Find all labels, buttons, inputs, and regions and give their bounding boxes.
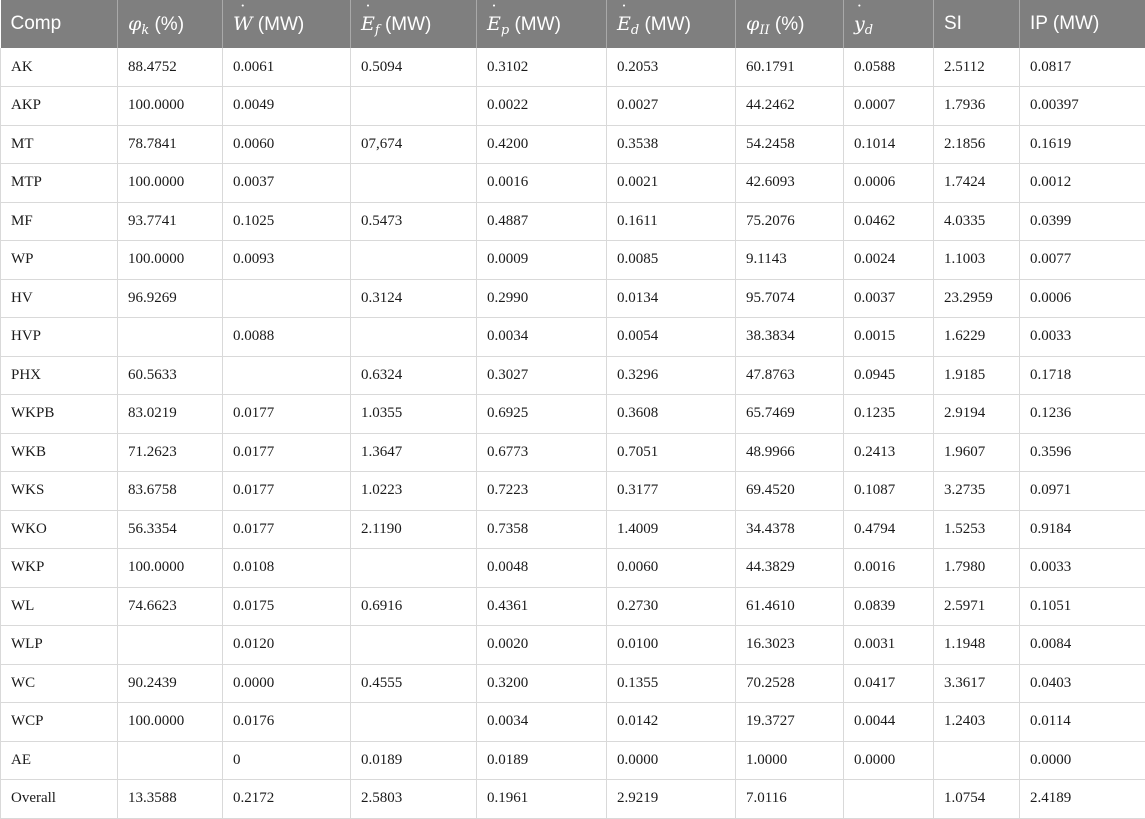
- cell-e_p: 0.0009: [477, 241, 607, 280]
- cell-si: 2.5971: [934, 587, 1020, 626]
- cell-phi_k: [118, 626, 223, 665]
- cell-e_p: 0.0048: [477, 549, 607, 588]
- cell-y_d: 0.1014: [844, 125, 934, 164]
- cell-phi_k: 90.2439: [118, 664, 223, 703]
- cell-phi_k: 88.4752: [118, 48, 223, 87]
- cell-ip: 0.0000: [1020, 741, 1145, 780]
- cell-e_d: 0.7051: [607, 433, 736, 472]
- cell-si: 1.9185: [934, 356, 1020, 395]
- cell-phi_ii: 42.6093: [736, 164, 844, 203]
- cell-e_p: 0.0034: [477, 703, 607, 742]
- cell-y_d: 0.0839: [844, 587, 934, 626]
- cell-y_d: 0.0024: [844, 241, 934, 280]
- cell-e_d: 0.0021: [607, 164, 736, 203]
- cell-e_d: 0.0060: [607, 549, 736, 588]
- cell-e_f: [351, 241, 477, 280]
- cell-si: 3.3617: [934, 664, 1020, 703]
- cell-phi_ii: 61.4610: [736, 587, 844, 626]
- cell-ip: 0.0077: [1020, 241, 1145, 280]
- component-name-cell: WKS: [1, 472, 118, 511]
- column-symbol: ˙ E: [487, 13, 501, 35]
- cell-e_p: 0.6773: [477, 433, 607, 472]
- cell-e_d: 0.0134: [607, 279, 736, 318]
- cell-ip: 0.0033: [1020, 318, 1145, 357]
- column-header-ip: [1020, 0, 1145, 48]
- cell-si: 2.5112: [934, 48, 1020, 87]
- cell-y_d: 0.0417: [844, 664, 934, 703]
- cell-phi_ii: 44.3829: [736, 549, 844, 588]
- cell-phi_k: 13.3588: [118, 780, 223, 819]
- cell-y_d: 0.0015: [844, 318, 934, 357]
- column-unit: (%): [770, 14, 805, 35]
- table-row: [1, 549, 1145, 588]
- column-header-e_p: [477, 0, 607, 48]
- cell-e_d: 0.3177: [607, 472, 736, 511]
- cell-ip: 0.0971: [1020, 472, 1145, 511]
- column-symbol: ˙ E: [361, 13, 375, 35]
- cell-ip: 0.0012: [1020, 164, 1145, 203]
- cell-phi_k: 100.0000: [118, 87, 223, 126]
- table-row: [1, 472, 1145, 511]
- cell-phi_ii: 1.0000: [736, 741, 844, 780]
- cell-phi_ii: 69.4520: [736, 472, 844, 511]
- column-symbol: φ: [746, 13, 759, 35]
- cell-e_f: 2.1190: [351, 510, 477, 549]
- cell-e_f: [351, 318, 477, 357]
- component-name-cell: PHX: [1, 356, 118, 395]
- cell-e_d: 0.3608: [607, 395, 736, 434]
- cell-phi_k: [118, 318, 223, 357]
- cell-e_p: 0.2990: [477, 279, 607, 318]
- cell-phi_ii: 16.3023: [736, 626, 844, 665]
- component-name-cell: WKP: [1, 549, 118, 588]
- cell-e_f: 07,674: [351, 125, 477, 164]
- cell-y_d: 0.0016: [844, 549, 934, 588]
- cell-w_dot: 0.0108: [223, 549, 351, 588]
- cell-y_d: 0.0462: [844, 202, 934, 241]
- cell-e_f: [351, 549, 477, 588]
- cell-si: 1.7424: [934, 164, 1020, 203]
- cell-e_f: [351, 626, 477, 665]
- cell-w_dot: 0.0037: [223, 164, 351, 203]
- component-name-cell: WKPB: [1, 395, 118, 434]
- column-header-phi_k: [118, 0, 223, 48]
- cell-si: 23.2959: [934, 279, 1020, 318]
- table-row: [1, 703, 1145, 742]
- cell-ip: 0.1718: [1020, 356, 1145, 395]
- table-row: [1, 356, 1145, 395]
- column-subscript: k: [141, 23, 149, 38]
- cell-w_dot: 0.1025: [223, 202, 351, 241]
- column-symbol: ˙ y: [854, 13, 865, 35]
- component-name-cell: WKB: [1, 433, 118, 472]
- cell-e_p: 0.3102: [477, 48, 607, 87]
- column-header-e_f: [351, 0, 477, 48]
- cell-y_d: 0.1235: [844, 395, 934, 434]
- cell-e_d: 0.0054: [607, 318, 736, 357]
- column-subscript: II: [759, 23, 769, 38]
- column-symbol: φ: [128, 13, 141, 35]
- cell-phi_ii: 47.8763: [736, 356, 844, 395]
- cell-w_dot: 0.0060: [223, 125, 351, 164]
- component-name-cell: AK: [1, 48, 118, 87]
- cell-si: 1.6229: [934, 318, 1020, 357]
- cell-phi_k: 96.9269: [118, 279, 223, 318]
- cell-si: 1.9607: [934, 433, 1020, 472]
- column-subscript: p: [501, 23, 509, 38]
- column-symbol: SI: [944, 13, 962, 34]
- table-row: [1, 125, 1145, 164]
- cell-phi_k: 74.6623: [118, 587, 223, 626]
- cell-e_f: 1.3647: [351, 433, 477, 472]
- cell-ip: 2.4189: [1020, 780, 1145, 819]
- table-row: [1, 202, 1145, 241]
- cell-si: 2.9194: [934, 395, 1020, 434]
- column-header-w_dot: [223, 0, 351, 48]
- cell-e_d: 0.3296: [607, 356, 736, 395]
- table-row: [1, 318, 1145, 357]
- cell-e_f: [351, 164, 477, 203]
- cell-phi_k: 83.6758: [118, 472, 223, 511]
- cell-phi_k: 100.0000: [118, 164, 223, 203]
- cell-e_p: 0.0020: [477, 626, 607, 665]
- column-subscript: f: [375, 23, 380, 38]
- column-header-comp: [1, 0, 118, 48]
- cell-si: 1.7980: [934, 549, 1020, 588]
- cell-w_dot: [223, 279, 351, 318]
- cell-e_d: 0.0027: [607, 87, 736, 126]
- cell-phi_k: [118, 741, 223, 780]
- cell-e_p: 0.4200: [477, 125, 607, 164]
- cell-w_dot: 0.0061: [223, 48, 351, 87]
- cell-w_dot: 0: [223, 741, 351, 780]
- cell-si: 4.0335: [934, 202, 1020, 241]
- cell-y_d: 0.0945: [844, 356, 934, 395]
- cell-e_d: 0.0000: [607, 741, 736, 780]
- cell-phi_ii: 60.1791: [736, 48, 844, 87]
- cell-y_d: 0.0037: [844, 279, 934, 318]
- cell-phi_k: 60.5633: [118, 356, 223, 395]
- component-name-cell: WLP: [1, 626, 118, 665]
- column-unit: (MW): [639, 14, 691, 35]
- column-symbol: ˙ W: [233, 13, 253, 35]
- cell-si: [934, 741, 1020, 780]
- cell-phi_k: 78.7841: [118, 125, 223, 164]
- cell-ip: 0.0399: [1020, 202, 1145, 241]
- cell-ip: 0.3596: [1020, 433, 1145, 472]
- cell-phi_ii: 70.2528: [736, 664, 844, 703]
- cell-e_d: 1.4009: [607, 510, 736, 549]
- header-row: [1, 0, 1145, 48]
- table-row: [1, 395, 1145, 434]
- cell-y_d: 0.0006: [844, 164, 934, 203]
- cell-w_dot: [223, 356, 351, 395]
- column-symbol: ˙ E: [617, 13, 631, 35]
- component-name-cell: WCP: [1, 703, 118, 742]
- component-name-cell: MTP: [1, 164, 118, 203]
- cell-y_d: 0.0588: [844, 48, 934, 87]
- column-unit: (MW): [380, 14, 432, 35]
- table-row: [1, 626, 1145, 665]
- cell-w_dot: 0.2172: [223, 780, 351, 819]
- component-name-cell: HV: [1, 279, 118, 318]
- cell-w_dot: 0.0177: [223, 433, 351, 472]
- table-row: [1, 741, 1145, 780]
- cell-e_p: 0.6925: [477, 395, 607, 434]
- cell-phi_k: 100.0000: [118, 549, 223, 588]
- cell-y_d: 0.0000: [844, 741, 934, 780]
- component-name-cell: WC: [1, 664, 118, 703]
- cell-si: 1.1003: [934, 241, 1020, 280]
- column-unit: (MW): [509, 14, 561, 35]
- cell-e_d: 0.2053: [607, 48, 736, 87]
- cell-e_p: 0.7358: [477, 510, 607, 549]
- table-row: [1, 664, 1145, 703]
- table-row: [1, 780, 1145, 819]
- cell-phi_ii: 19.3727: [736, 703, 844, 742]
- cell-phi_ii: 95.7074: [736, 279, 844, 318]
- column-unit: (MW): [1048, 13, 1100, 34]
- cell-e_d: 0.2730: [607, 587, 736, 626]
- table-row: [1, 164, 1145, 203]
- component-name-cell: MT: [1, 125, 118, 164]
- component-name-cell: MF: [1, 202, 118, 241]
- cell-e_f: [351, 87, 477, 126]
- table-row: [1, 87, 1145, 126]
- table-row: [1, 241, 1145, 280]
- cell-y_d: 0.0007: [844, 87, 934, 126]
- cell-phi_ii: 44.2462: [736, 87, 844, 126]
- cell-si: 1.1948: [934, 626, 1020, 665]
- column-header-si: [934, 0, 1020, 48]
- cell-e_f: 0.6916: [351, 587, 477, 626]
- component-name-cell: AKP: [1, 87, 118, 126]
- cell-w_dot: 0.0049: [223, 87, 351, 126]
- cell-e_f: 2.5803: [351, 780, 477, 819]
- cell-y_d: 0.0031: [844, 626, 934, 665]
- cell-e_p: 0.1961: [477, 780, 607, 819]
- cell-si: 1.5253: [934, 510, 1020, 549]
- cell-e_d: 0.0085: [607, 241, 736, 280]
- cell-phi_k: 100.0000: [118, 241, 223, 280]
- cell-e_f: 0.6324: [351, 356, 477, 395]
- cell-e_p: 0.0189: [477, 741, 607, 780]
- cell-y_d: 0.0044: [844, 703, 934, 742]
- cell-e_p: 0.3027: [477, 356, 607, 395]
- cell-phi_k: 83.0219: [118, 395, 223, 434]
- cell-e_d: 0.0142: [607, 703, 736, 742]
- component-name-cell: WP: [1, 241, 118, 280]
- cell-phi_k: 71.2623: [118, 433, 223, 472]
- cell-e_p: 0.3200: [477, 664, 607, 703]
- cell-si: 1.2403: [934, 703, 1020, 742]
- cell-e_f: 0.3124: [351, 279, 477, 318]
- column-subscript: d: [865, 23, 873, 38]
- cell-e_d: 0.1611: [607, 202, 736, 241]
- cell-e_p: 0.0034: [477, 318, 607, 357]
- cell-y_d: [844, 780, 934, 819]
- cell-si: 3.2735: [934, 472, 1020, 511]
- cell-ip: 0.0817: [1020, 48, 1145, 87]
- cell-e_f: 1.0223: [351, 472, 477, 511]
- cell-phi_ii: 34.4378: [736, 510, 844, 549]
- cell-phi_ii: 54.2458: [736, 125, 844, 164]
- cell-ip: 0.1051: [1020, 587, 1145, 626]
- cell-ip: 0.00397: [1020, 87, 1145, 126]
- cell-e_d: 0.3538: [607, 125, 736, 164]
- cell-e_p: 0.4887: [477, 202, 607, 241]
- cell-si: 2.1856: [934, 125, 1020, 164]
- table-body: [1, 48, 1145, 818]
- cell-e_d: 0.0100: [607, 626, 736, 665]
- cell-ip: 0.0006: [1020, 279, 1145, 318]
- cell-phi_k: 93.7741: [118, 202, 223, 241]
- cell-phi_k: 56.3354: [118, 510, 223, 549]
- column-header-phi_ii: [736, 0, 844, 48]
- cell-e_d: 2.9219: [607, 780, 736, 819]
- cell-phi_k: 100.0000: [118, 703, 223, 742]
- column-subscript: d: [631, 23, 639, 38]
- cell-phi_ii: 7.0116: [736, 780, 844, 819]
- cell-w_dot: 0.0177: [223, 510, 351, 549]
- cell-ip: 0.1236: [1020, 395, 1145, 434]
- table-row: [1, 48, 1145, 87]
- column-symbol: IP: [1030, 13, 1048, 34]
- cell-phi_ii: 75.2076: [736, 202, 844, 241]
- cell-ip: 0.0403: [1020, 664, 1145, 703]
- component-name-cell: WL: [1, 587, 118, 626]
- cell-ip: 0.0033: [1020, 549, 1145, 588]
- cell-ip: 0.0084: [1020, 626, 1145, 665]
- column-symbol: Comp: [11, 13, 62, 34]
- column-unit: (%): [149, 14, 184, 35]
- cell-ip: 0.1619: [1020, 125, 1145, 164]
- cell-w_dot: 0.0000: [223, 664, 351, 703]
- cell-e_p: 0.7223: [477, 472, 607, 511]
- cell-e_f: [351, 703, 477, 742]
- cell-w_dot: 0.0088: [223, 318, 351, 357]
- cell-y_d: 0.1087: [844, 472, 934, 511]
- column-unit: (MW): [253, 14, 305, 35]
- table-row: [1, 433, 1145, 472]
- table-row: [1, 279, 1145, 318]
- cell-phi_ii: 9.1143: [736, 241, 844, 280]
- component-name-cell: WKO: [1, 510, 118, 549]
- cell-e_p: 0.0016: [477, 164, 607, 203]
- cell-phi_ii: 38.3834: [736, 318, 844, 357]
- cell-w_dot: 0.0093: [223, 241, 351, 280]
- cell-e_f: 0.5473: [351, 202, 477, 241]
- column-header-e_d: [607, 0, 736, 48]
- cell-e_f: 0.4555: [351, 664, 477, 703]
- cell-y_d: 0.4794: [844, 510, 934, 549]
- cell-w_dot: 0.0177: [223, 395, 351, 434]
- cell-e_d: 0.1355: [607, 664, 736, 703]
- cell-e_f: 0.0189: [351, 741, 477, 780]
- cell-e_f: 1.0355: [351, 395, 477, 434]
- cell-si: 1.0754: [934, 780, 1020, 819]
- cell-ip: 0.9184: [1020, 510, 1145, 549]
- column-header-y_d: [844, 0, 934, 48]
- cell-phi_ii: 65.7469: [736, 395, 844, 434]
- component-name-cell: Overall: [1, 780, 118, 819]
- cell-e_p: 0.0022: [477, 87, 607, 126]
- cell-w_dot: 0.0177: [223, 472, 351, 511]
- cell-phi_ii: 48.9966: [736, 433, 844, 472]
- component-name-cell: HVP: [1, 318, 118, 357]
- cell-e_p: 0.4361: [477, 587, 607, 626]
- cell-w_dot: 0.0175: [223, 587, 351, 626]
- component-name-cell: AE: [1, 741, 118, 780]
- table-row: [1, 587, 1145, 626]
- cell-w_dot: 0.0120: [223, 626, 351, 665]
- cell-w_dot: 0.0176: [223, 703, 351, 742]
- cell-ip: 0.0114: [1020, 703, 1145, 742]
- table-row: [1, 510, 1145, 549]
- cell-e_f: 0.5094: [351, 48, 477, 87]
- cell-si: 1.7936: [934, 87, 1020, 126]
- cell-y_d: 0.2413: [844, 433, 934, 472]
